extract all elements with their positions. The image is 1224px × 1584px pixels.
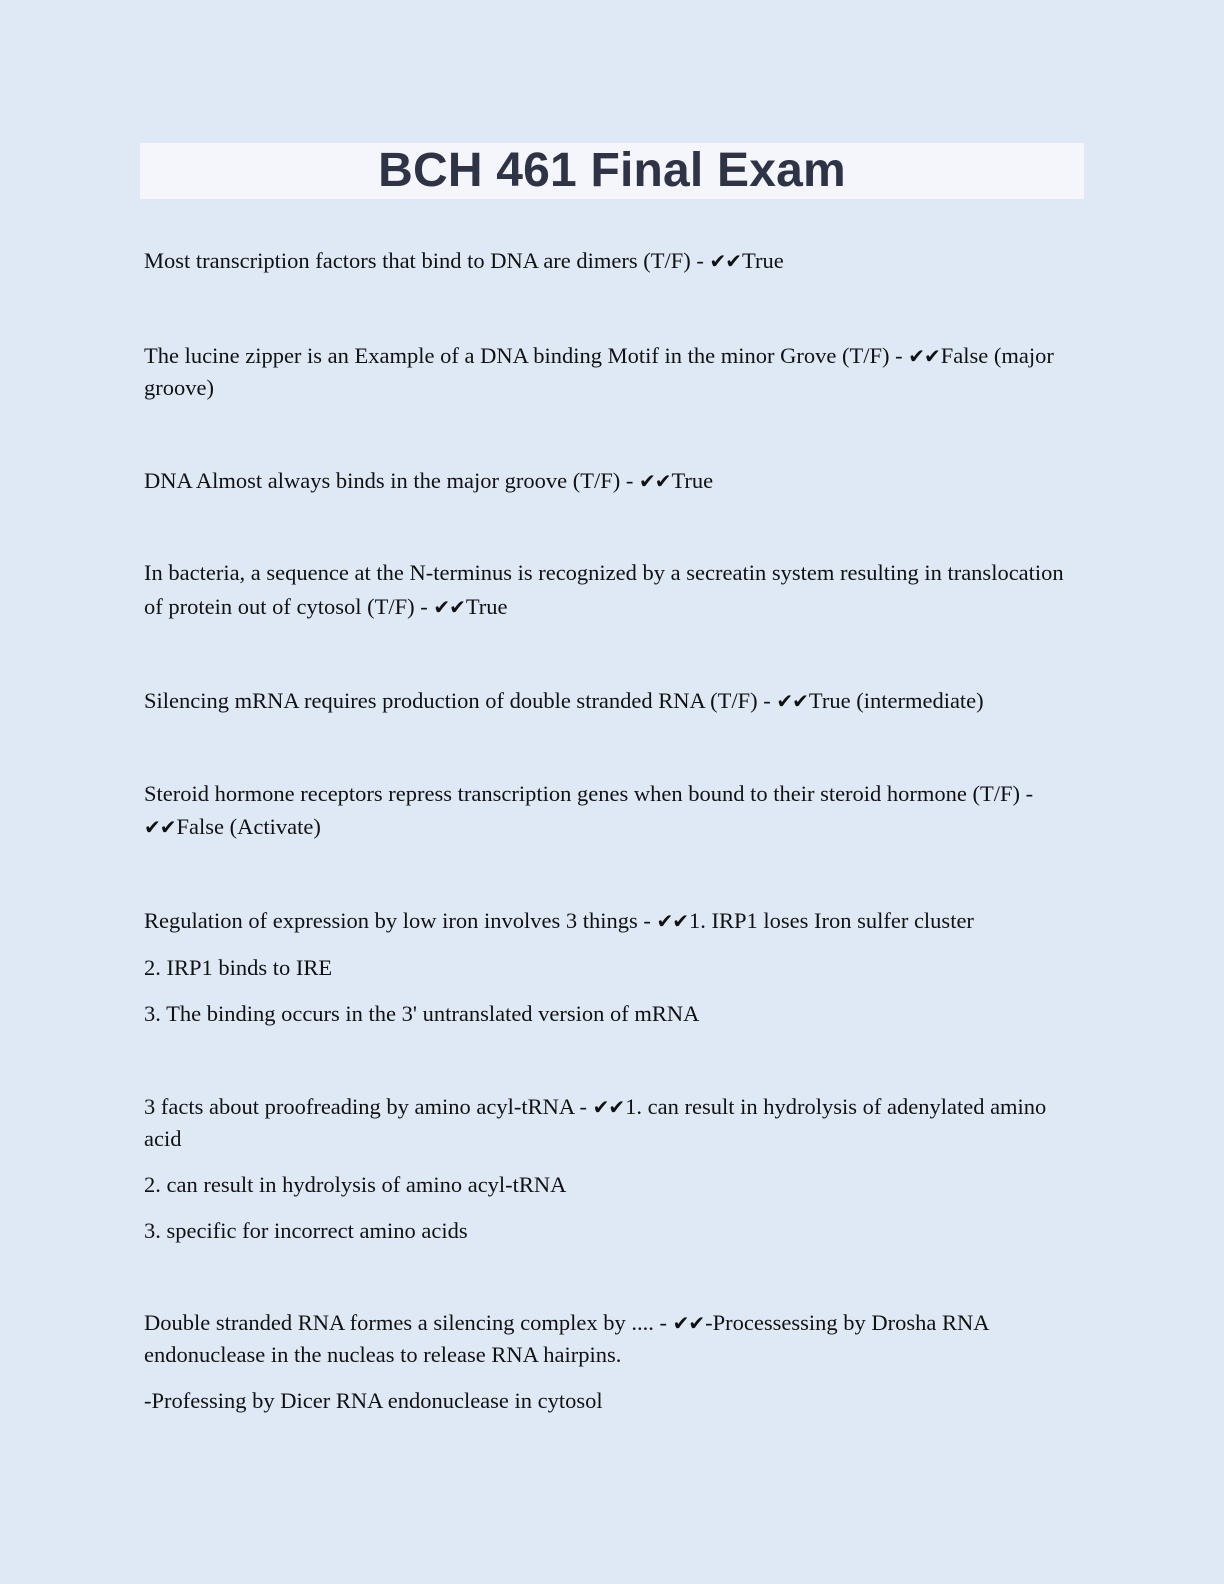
qa-line	[144, 777, 1084, 844]
qa-item	[144, 685, 1084, 717]
double-check-icon: ✔✔	[638, 469, 671, 493]
question-text: Double stranded RNA formes a silencing complex by .... -	[144, 1310, 673, 1335]
qa-line	[144, 685, 1084, 717]
answer-continuation: 2. IRP1 binds to IRE	[144, 955, 333, 980]
qa-line	[144, 556, 1084, 624]
qa-item	[144, 465, 1084, 497]
answer-text: True	[671, 468, 714, 493]
title-banner	[140, 143, 1084, 199]
answer-text: True (intermediate)	[808, 688, 984, 713]
double-check-icon: ✔✔	[776, 689, 808, 713]
answer-text: False (major groove)	[144, 343, 1054, 400]
answer-continuation: 3. specific for incorrect amino acids	[144, 1218, 468, 1243]
answer-text: True	[742, 248, 784, 273]
question-text: The lucine zipper is an Example of a DNA binding Motif in the minor Grove (T/F) -	[144, 343, 909, 368]
qa-item	[144, 905, 1084, 1029]
qa-item	[144, 245, 1084, 277]
qa-item	[144, 1091, 1084, 1246]
qa-line	[144, 905, 1084, 937]
qa-line	[144, 1091, 1084, 1154]
qa-line	[144, 245, 1084, 277]
answer-text: -Processessing by Drosha RNA endonuclease in the nucleas to release RNA hairpins.	[144, 1310, 989, 1367]
question-text: In bacteria, a sequence at the N-terminus is recognized by a secreatin system resulting in translocation of protein out of cytosol (T/F) -	[144, 560, 1064, 619]
qa-line	[144, 340, 1084, 403]
qa-item	[144, 777, 1084, 844]
answer-text: 1. IRP1 loses Iron sulfer cluster	[688, 908, 974, 933]
double-check-icon: ✔✔	[908, 344, 940, 368]
qa-item	[144, 1307, 1084, 1416]
answer-continuation: 2. can result in hydrolysis of amino acyl-tRNA	[144, 1172, 567, 1197]
answer-text: True	[465, 594, 508, 619]
qa-item	[144, 340, 1084, 403]
double-check-icon: ✔✔	[144, 815, 176, 839]
question-text: Steroid hormone receptors repress transcription genes when bound to their steroid hormone (T/F) -	[144, 781, 1034, 806]
question-text: Most transcription factors that bind to DNA are dimers (T/F) -	[144, 248, 710, 273]
qa-line	[144, 1307, 1084, 1370]
question-text: DNA Almost always binds in the major groove (T/F) -	[144, 468, 639, 493]
answer-text: False (Activate)	[176, 814, 321, 839]
qa-item	[144, 556, 1084, 624]
double-check-icon: ✔✔	[672, 1311, 705, 1335]
double-check-icon: ✔✔	[709, 249, 742, 273]
answer-text: 1. can result in hydrolysis of adenylated amino acid	[144, 1094, 1047, 1151]
answer-continuation: -Professing by Dicer RNA endonuclease in cytosol	[144, 1388, 603, 1413]
answer-continuation: 3. The binding occurs in the 3' untranslated version of mRNA	[144, 1001, 700, 1026]
double-check-icon: ✔✔	[433, 595, 465, 619]
double-check-icon: ✔✔	[592, 1095, 625, 1119]
double-check-icon: ✔✔	[656, 909, 688, 933]
qa-line	[144, 465, 1084, 497]
question-text: Silencing mRNA requires production of double stranded RNA (T/F) -	[144, 688, 777, 713]
question-text: Regulation of expression by low iron involves 3 things -	[144, 908, 657, 933]
page-title: BCH 461 Final Exam	[378, 144, 846, 197]
question-text: 3 facts about proofreading by amino acyl-tRNA -	[144, 1094, 593, 1119]
